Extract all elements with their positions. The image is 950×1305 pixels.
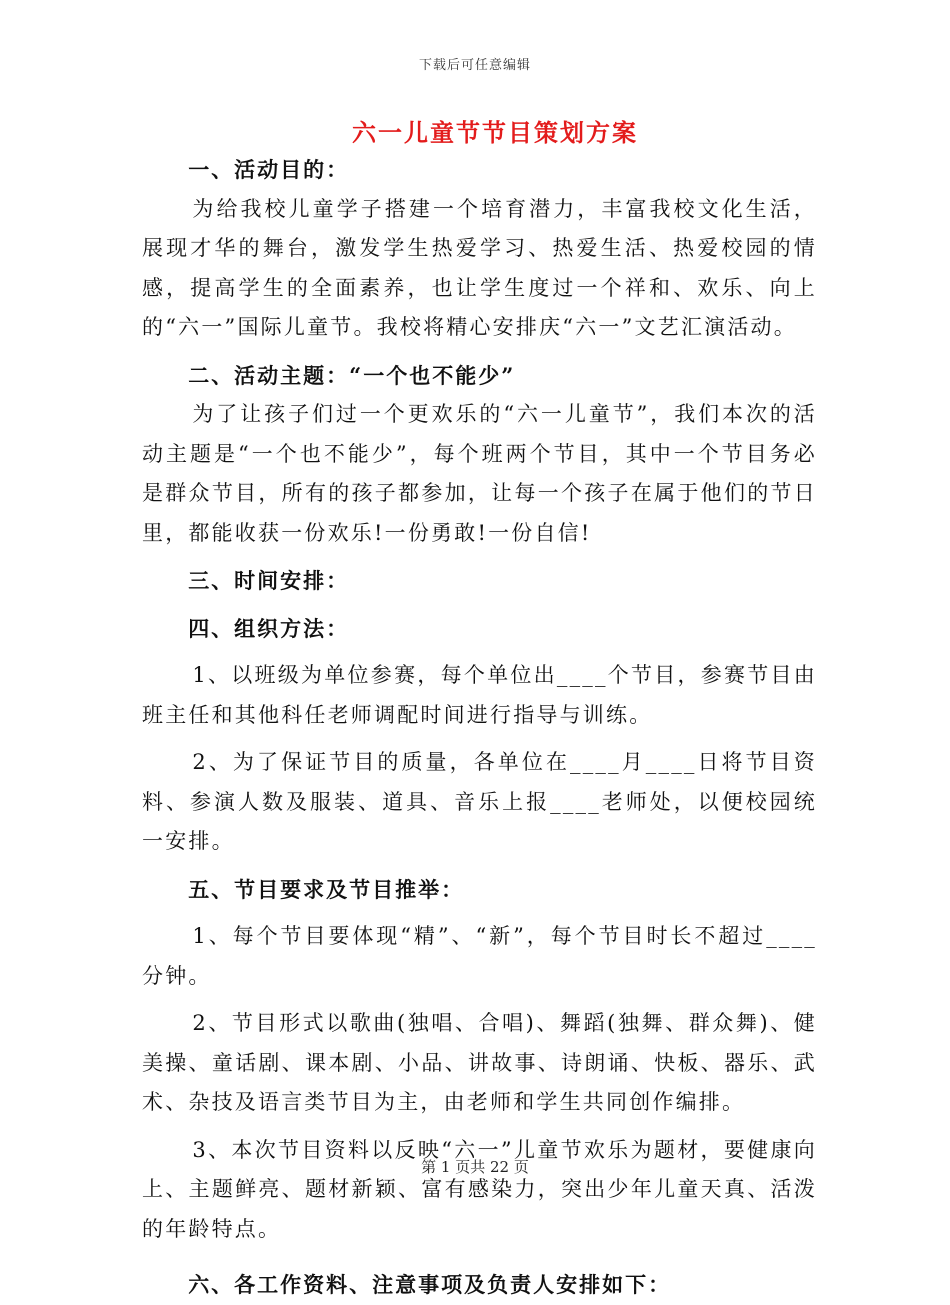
section-heading-theme: 二、活动主题：“一个也不能少” bbox=[188, 362, 516, 388]
paragraph-requirements-1: 1、每个节目要体现“精”、“新”，每个节目时长不超过____分钟。 bbox=[142, 924, 817, 988]
section-heading-assignments: 六、各工作资料、注意事项及负责人安排如下： bbox=[188, 1272, 672, 1297]
section-heading-organization: 四、组织方法： bbox=[188, 615, 350, 641]
paragraph-organization-1: 1、以班级为单位参赛，每个单位出____个节目，参赛节目由班主任和其他科任老师调配时间进行指导与训练。 bbox=[142, 663, 817, 727]
paragraph-theme: 为了让孩子们过一个更欢乐的“六一儿童节”，我们本次的活动主题是“一个也不能少”，每个班两个节目，其中一个节目务必是群众节目，所有的孩子都参加，让每一个孩子在属于他们的节日里，都能收获一份欢乐!一份勇敢!一份自信! bbox=[142, 402, 817, 545]
paragraph-organization-2: 2、为了保证节目的质量，各单位在____月____日将节目资料、参演人数及服装、道具、音乐上报____老师处，以便校园统一安排。 bbox=[142, 750, 817, 853]
paragraph-requirements-2: 2、节目形式以歌曲(独唱、合唱)、舞蹈(独舞、群众舞)、健美操、童话剧、课本剧、小品、讲故事、诗朗诵、快板、器乐、武术、杂技及语言类节目为主，由老师和学生共同创作编排。 bbox=[142, 1011, 817, 1114]
section-heading-schedule: 三、时间安排： bbox=[188, 568, 350, 593]
section-heading-purpose: 一、活动目的： bbox=[188, 157, 350, 182]
paragraph-requirements-3: 3、本次节目资料以反映“六一”儿童节欢乐为题材，要健康向上、主题鲜亮、题材新颖、富有感染力，突出少年儿童天真、活泼的年龄特点。 bbox=[142, 1137, 817, 1241]
section-heading-requirements: 五、节目要求及节目推举： bbox=[188, 876, 465, 902]
page-number: 第 1 页共 22 页 bbox=[421, 1158, 529, 1176]
document-body bbox=[142, 150, 817, 1305]
header-note: 下载后可任意编辑 bbox=[418, 58, 531, 73]
paragraph-purpose: 为给我校儿童学子搭建一个培育潜力，丰富我校文化生活，展现才华的舞台，激发学生热爱学习、热爱生活、热爱校园的情感，提高学生的全面素养，也让学生度过一个祥和、欢乐、向上的“六一”国际儿童节。我校将精心安排庆“六一”文艺汇演活动。 bbox=[142, 196, 817, 339]
document-title: 六一儿童节节目策划方案 bbox=[352, 118, 638, 147]
